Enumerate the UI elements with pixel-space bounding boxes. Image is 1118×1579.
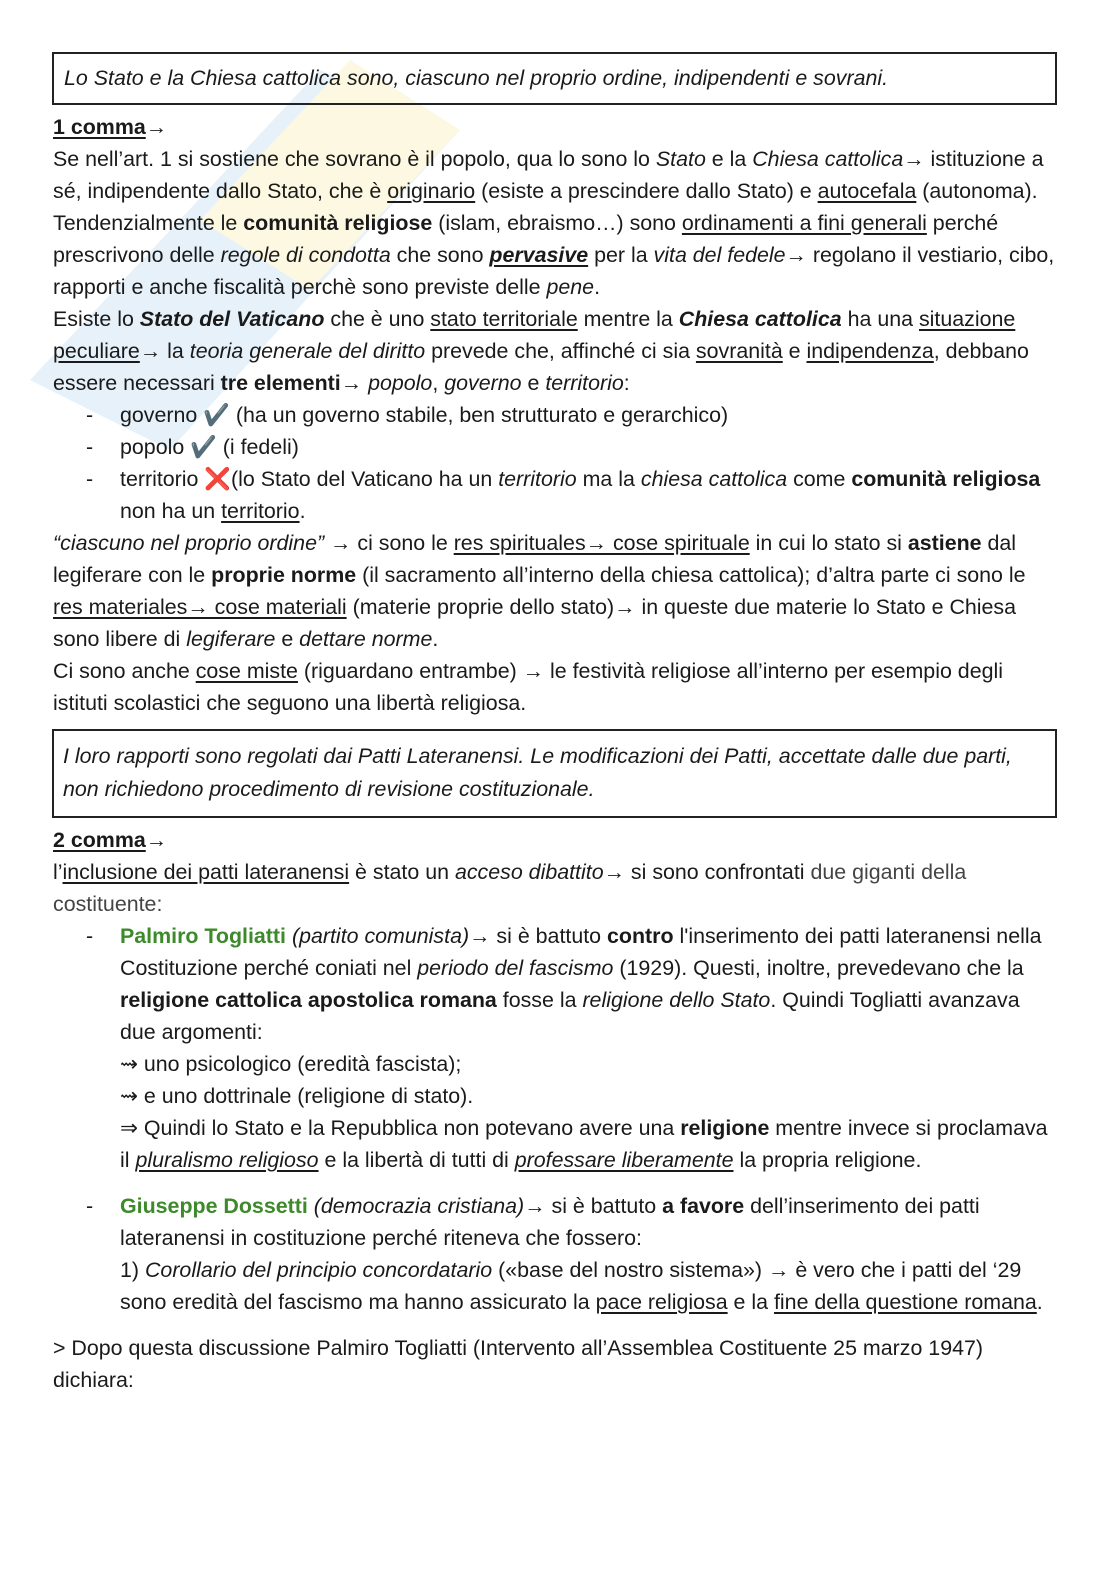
- text-segment: , debbano essere necessari: [53, 339, 1029, 395]
- paragraph: [53, 207, 1057, 303]
- check-icon: ✔️: [203, 403, 230, 427]
- text-segment: indipendenza: [806, 339, 934, 363]
- text-segment: → istituzione a sé, indipendente dallo Stato, che è: [53, 147, 1044, 203]
- text-segment: (riguardano entrambe) → le festività religiose all’interno per esempio degli istituti scolastici che seguono una libertà religiosa.: [53, 659, 1003, 715]
- text-segment: («base del nostro sistema») → è vero che i patti del ‘29 sono eredità del fascismo ma hanno assicurato la: [120, 1258, 1022, 1314]
- text-segment: pervasive: [489, 243, 589, 267]
- text-segment: per la: [588, 243, 654, 267]
- text-segment: (materie proprie dello stato)→ in queste due materie lo Stato e Chiesa sono libere di: [53, 595, 1017, 651]
- text-segment: Chiesa cattolica: [752, 147, 904, 171]
- text-segment: e: [782, 339, 807, 363]
- text-segment: (partito comunista): [291, 924, 470, 948]
- text-segment: territorio: [498, 467, 577, 491]
- text-segment: Tendenzialmente le: [53, 211, 244, 235]
- text-segment: territorio: [221, 499, 300, 523]
- text-segment: regole di condotta: [220, 243, 391, 267]
- paragraph: [53, 143, 1057, 207]
- text-segment: non ha un: [120, 499, 222, 523]
- text-segment: pene: [546, 275, 595, 299]
- paragraph: [53, 527, 1057, 655]
- text-segment: originario: [387, 179, 476, 203]
- text-segment: è stato un: [349, 860, 455, 884]
- text-segment: ha una: [841, 307, 919, 331]
- text-segment: proprie norme: [211, 563, 357, 587]
- text-segment: che è uno: [324, 307, 431, 331]
- text-segment: Se nell’art. 1 si sostiene che sovrano è il popolo, qua lo sono lo: [53, 147, 656, 171]
- text-segment: → si sono confrontati: [603, 860, 811, 884]
- check-icon: ✔️: [190, 435, 217, 459]
- text-segment: . Quindi Togliatti avanzava due argomenti:: [120, 988, 1020, 1044]
- text-segment: e la libertà di tutti di: [318, 1148, 515, 1172]
- list-dash: -: [86, 924, 94, 948]
- text-segment: Ci sono anche: [53, 659, 196, 683]
- text-segment: fosse la: [496, 988, 583, 1012]
- spacer: [53, 1318, 1057, 1332]
- text-segment: governo: [120, 403, 204, 427]
- text-segment: perché prescrivono delle: [53, 211, 999, 267]
- text-segment: uno psicologico (eredità fascista);: [143, 1052, 462, 1076]
- text-segment: :: [623, 371, 630, 395]
- text-segment: l'inserimento dei patti lateranensi nella Costituzione perché coniati nel: [120, 924, 1042, 980]
- text-segment: →: [340, 371, 369, 395]
- text-segment: → ci sono le: [324, 531, 454, 555]
- text-segment: e uno dottrinale (religione di stato).: [143, 1084, 474, 1108]
- text-segment: .: [432, 627, 439, 651]
- document-content: [53, 52, 1057, 1396]
- text-segment: come: [787, 467, 852, 491]
- text-segment: ⇝: [120, 1052, 144, 1076]
- sub-item: [53, 1112, 1057, 1176]
- text-segment: dal legiferare con le: [53, 531, 1017, 587]
- text-segment: governo: [444, 371, 522, 395]
- text-segment: comunità religiosa: [851, 467, 1041, 491]
- text-segment: Lo Stato e la Chiesa cattolica sono, ciascuno nel proprio ordine, indipendenti e sovrani.: [64, 66, 889, 90]
- text-segment: tre elementi: [220, 371, 341, 395]
- text-segment: territorio: [545, 371, 624, 395]
- text-segment: res materiales→ cose materiali: [53, 595, 347, 619]
- list-dash: -: [86, 467, 94, 491]
- text-segment: e la: [705, 147, 753, 171]
- text-segment: comunità religiose: [243, 211, 433, 235]
- paragraph: [53, 303, 1057, 399]
- text-segment: situazione peculiare: [53, 307, 1016, 363]
- text-segment: res spirituales→ cose spirituale: [453, 531, 750, 555]
- quoted-article-box: [52, 729, 1057, 818]
- text-segment: Chiesa cattolica: [678, 307, 842, 331]
- paragraph: [53, 655, 1057, 719]
- text-segment: .: [594, 275, 601, 299]
- list-item: [53, 431, 1057, 463]
- text-segment: → regolano il vestiario, cibo, rapporti e anche fiscalità perchè sono previste delle: [53, 243, 1055, 299]
- text-segment: cose miste: [195, 659, 298, 683]
- text-segment: → la: [139, 339, 190, 363]
- text-segment: fine della questione romana: [773, 1290, 1037, 1314]
- text-segment: periodo del fascismo: [417, 956, 614, 980]
- text-segment: e: [275, 627, 300, 651]
- text-segment: I loro rapporti sono regolati dai Patti Lateranensi. Le modificazioni dei Patti, accettate dalle due parti, non richiedono procedimento di revisione costituzionale.: [63, 744, 1012, 801]
- list-item: [53, 920, 1057, 1048]
- cross-icon: ❌: [204, 467, 232, 491]
- text-segment: (1929). Questi, inoltre, prevedevano che la: [613, 956, 1024, 980]
- list-dash: -: [86, 403, 94, 427]
- text-segment: → si è battuto: [524, 1194, 663, 1218]
- paragraph: [53, 824, 1057, 856]
- text-segment: popolo: [120, 435, 191, 459]
- text-segment: che sono: [390, 243, 490, 267]
- list-dash: -: [86, 1194, 94, 1218]
- text-segment: mentre invece si proclamava il: [120, 1116, 1048, 1172]
- text-segment: chiesa cattolica: [640, 467, 788, 491]
- text-segment: a favore: [662, 1194, 745, 1218]
- text-segment: ⇒ Quindi lo Stato e la Repubblica non potevano avere una: [120, 1116, 681, 1140]
- paragraph: [53, 111, 1057, 143]
- text-segment: teoria generale del diritto: [189, 339, 426, 363]
- sub-item: [53, 1080, 1057, 1112]
- text-segment: sovranità: [695, 339, 783, 363]
- text-segment: → si è battuto: [469, 924, 608, 948]
- text-segment: professare liberamente: [514, 1148, 734, 1172]
- text-segment: legiferare: [186, 627, 276, 651]
- text-segment: due giganti della costituente:: [53, 860, 967, 916]
- text-segment: →: [145, 828, 168, 852]
- text-segment: dell’inserimento dei patti lateranensi in costituzione perché riteneva che fossero:: [120, 1194, 980, 1250]
- text-segment: e la: [727, 1290, 774, 1314]
- sub-item: [53, 1254, 1057, 1318]
- text-segment: (autonoma).: [916, 179, 1038, 203]
- text-segment: Palmiro Togliatti: [120, 924, 286, 948]
- text-segment: Stato: [655, 147, 706, 171]
- text-segment: “ciascuno nel proprio ordine”: [53, 531, 325, 555]
- list-dash: -: [86, 435, 94, 459]
- text-segment: (islam, ebraismo…) sono: [432, 211, 682, 235]
- text-segment: vita del fedele: [653, 243, 786, 267]
- text-segment: pluralismo religioso: [135, 1148, 319, 1172]
- text-segment: religione: [680, 1116, 770, 1140]
- quoted-article-box: [52, 52, 1057, 105]
- text-segment: ma la: [576, 467, 641, 491]
- text-segment: astiene: [907, 531, 982, 555]
- text-segment: e: [521, 371, 546, 395]
- list-item: [53, 399, 1057, 431]
- text-segment: l’: [53, 860, 63, 884]
- list-item: [53, 463, 1057, 527]
- text-segment: religione cattolica apostolica romana: [120, 988, 497, 1012]
- text-segment: →: [145, 115, 168, 139]
- text-segment: (il sacramento all’interno della chiesa cattolica); d’altra parte ci sono le: [356, 563, 1026, 587]
- text-segment: .: [1036, 1290, 1043, 1314]
- text-segment: stato territoriale: [430, 307, 578, 331]
- text-segment: 2 comma: [53, 828, 146, 852]
- text-segment: ordinamenti a fini generali: [681, 211, 927, 235]
- text-segment: 1 comma: [53, 115, 146, 139]
- text-segment: Stato del Vaticano: [139, 307, 325, 331]
- text-segment: contro: [607, 924, 674, 948]
- text-segment: religione dello Stato: [582, 988, 771, 1012]
- text-segment: (lo Stato del Vaticano ha un: [231, 467, 499, 491]
- text-segment: inclusione dei patti lateranensi: [62, 860, 350, 884]
- text-segment: in cui lo stato si: [749, 531, 908, 555]
- text-segment: > Dopo questa discussione Palmiro Togliatti (Intervento all’Assemblea Costituente 25 marzo 1947) dichiara:: [53, 1336, 984, 1392]
- text-segment: prevede che, affinché ci sia: [425, 339, 696, 363]
- text-segment: Corollario del principio concordatario: [144, 1258, 493, 1282]
- paragraph: [53, 856, 1057, 920]
- text-segment: (i fedeli): [216, 435, 299, 459]
- spacer: [53, 1176, 1057, 1190]
- text-segment: dettare norme: [299, 627, 433, 651]
- text-segment: mentre la: [577, 307, 679, 331]
- text-segment: territorio: [120, 467, 205, 491]
- list-item: [53, 1190, 1057, 1254]
- text-segment: Esiste lo: [53, 307, 140, 331]
- text-segment: 1): [120, 1258, 145, 1282]
- text-segment: Giuseppe Dossetti: [120, 1194, 308, 1218]
- text-segment: autocefala: [817, 179, 917, 203]
- text-segment: (ha un governo stabile, ben strutturato e gerarchico): [229, 403, 729, 427]
- text-segment: (democrazia cristiana): [313, 1194, 525, 1218]
- text-segment: ⇝: [120, 1084, 144, 1108]
- text-segment: la propria religione.: [733, 1148, 922, 1172]
- sub-item: [53, 1048, 1057, 1080]
- text-segment: ,: [432, 371, 445, 395]
- text-segment: pace religiosa: [595, 1290, 728, 1314]
- text-segment: acceso dibattito: [454, 860, 604, 884]
- text-segment: .: [299, 499, 306, 523]
- text-segment: popolo: [368, 371, 433, 395]
- text-segment: (esiste a prescindere dallo Stato) e: [475, 179, 818, 203]
- paragraph: [53, 1332, 1057, 1396]
